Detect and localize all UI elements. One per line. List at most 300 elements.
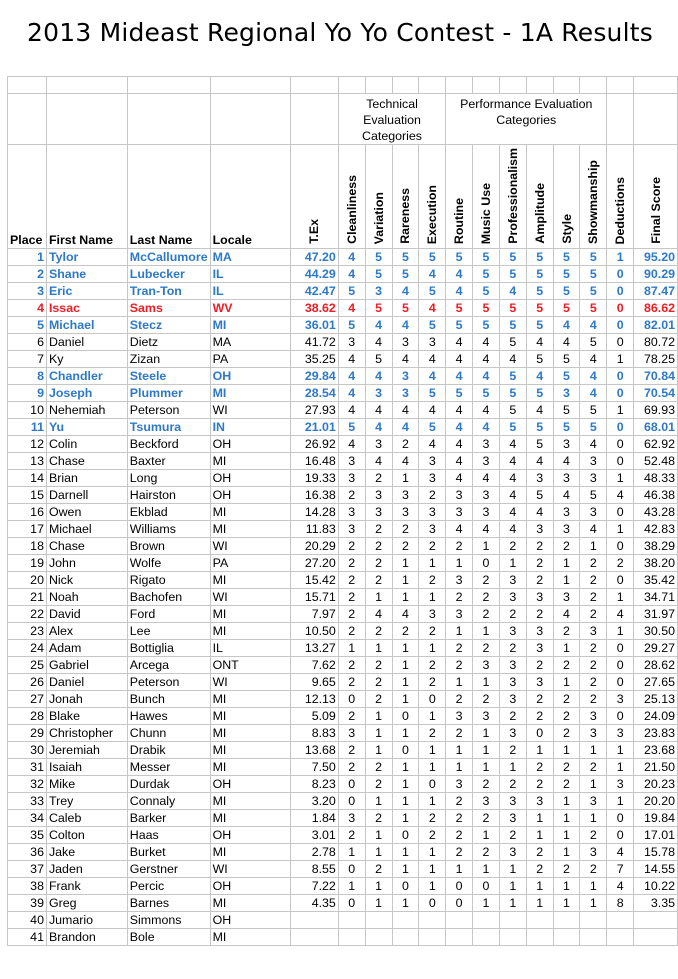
cell-routine: 3 (446, 708, 473, 725)
cell-showmanship: 4 (580, 436, 607, 453)
table-row (8, 334, 678, 351)
cell-last-name: Bottiglia (127, 640, 210, 657)
cell-style: 1 (553, 742, 580, 759)
cell-professionalism: 4 (499, 453, 526, 470)
cell-tex: 44.29 (291, 266, 339, 283)
table-row (8, 538, 678, 555)
cell-rareness: 1 (392, 640, 419, 657)
cell-professionalism: 3 (499, 725, 526, 742)
cell-last-name: Long (127, 470, 210, 487)
cell-amplitude: 5 (526, 385, 553, 402)
cell-first-name: Nick (46, 572, 127, 589)
cell-deductions: 8 (607, 895, 634, 912)
table-row (8, 861, 678, 878)
cell-cleanliness: 2 (338, 606, 365, 623)
cell-last-name: Haas (127, 827, 210, 844)
cell-cleanliness: 2 (338, 538, 365, 555)
cell-cleanliness: 0 (338, 861, 365, 878)
cell-tex: 27.93 (291, 402, 339, 419)
cell-showmanship: 1 (580, 742, 607, 759)
cell-final-score: 35.42 (634, 572, 678, 589)
cell-locale: MI (210, 385, 290, 402)
cell-rareness: 3 (392, 504, 419, 521)
cell-execution: 1 (419, 555, 446, 572)
cell-variation: 1 (365, 895, 392, 912)
cell-execution: 3 (419, 470, 446, 487)
cell-variation: 2 (365, 776, 392, 793)
cell-final-score: 87.47 (634, 283, 678, 300)
cell-cleanliness: 4 (338, 436, 365, 453)
cell-style: 1 (553, 640, 580, 657)
cell-final-score: 62.92 (634, 436, 678, 453)
cell-style: 4 (553, 453, 580, 470)
cell-execution: 1 (419, 878, 446, 895)
cell-professionalism: 3 (499, 674, 526, 691)
cell-rareness: 3 (392, 385, 419, 402)
cell-routine: 2 (446, 691, 473, 708)
cell-amplitude: 3 (526, 589, 553, 606)
cell-last-name: Lee (127, 623, 210, 640)
cell-routine: 1 (446, 555, 473, 572)
header-tex: T.Ex (307, 219, 322, 244)
cell-rareness: 1 (392, 725, 419, 742)
cell-style: 4 (553, 487, 580, 504)
table-row (8, 555, 678, 572)
cell-music-use: 5 (473, 385, 500, 402)
cell-showmanship: 2 (580, 606, 607, 623)
cell-style: 4 (553, 334, 580, 351)
cell-tex: 26.92 (291, 436, 339, 453)
cell-last-name: Durdak (127, 776, 210, 793)
cell-amplitude (526, 929, 553, 946)
cell-amplitude: 3 (526, 674, 553, 691)
table-row (8, 742, 678, 759)
cell-professionalism: 3 (499, 589, 526, 606)
column-header-row (8, 145, 678, 249)
cell-locale: IL (210, 640, 290, 657)
cell-last-name: Hairston (127, 487, 210, 504)
cell-execution: 4 (419, 266, 446, 283)
table-row (8, 572, 678, 589)
cell-showmanship: 2 (580, 589, 607, 606)
cell-routine: 4 (446, 402, 473, 419)
cell-variation: 1 (365, 708, 392, 725)
header-rareness-cell (392, 145, 419, 249)
cell-showmanship: 2 (580, 674, 607, 691)
cell-place: 35 (8, 827, 47, 844)
cell-last-name: McCallumore (127, 249, 210, 266)
cell-music-use: 2 (473, 606, 500, 623)
cell-last-name: Percic (127, 878, 210, 895)
cell-first-name: Brian (46, 470, 127, 487)
cell-first-name: Gabriel (46, 657, 127, 674)
cell-variation: 2 (365, 521, 392, 538)
cell-tex: 5.09 (291, 708, 339, 725)
cell-first-name: Brandon (46, 929, 127, 946)
cell-variation: 5 (365, 351, 392, 368)
cell-amplitude: 2 (526, 657, 553, 674)
cell-execution: 4 (419, 436, 446, 453)
cell-place: 5 (8, 317, 47, 334)
cell-music-use: 5 (473, 283, 500, 300)
group-header-row (8, 94, 678, 145)
cell-showmanship: 1 (580, 878, 607, 895)
cell-variation (365, 912, 392, 929)
cell-variation: 2 (365, 674, 392, 691)
cell-deductions: 1 (607, 742, 634, 759)
cell-rareness: 1 (392, 470, 419, 487)
cell-variation: 1 (365, 844, 392, 861)
cell-cleanliness: 3 (338, 470, 365, 487)
cell-deductions: 0 (607, 266, 634, 283)
cell-first-name: Issac (46, 300, 127, 317)
cell-rareness: 1 (392, 810, 419, 827)
cell-first-name: Jumario (46, 912, 127, 929)
cell-routine: 2 (446, 844, 473, 861)
cell-routine: 3 (446, 606, 473, 623)
cell-professionalism (499, 912, 526, 929)
cell-first-name: Christopher (46, 725, 127, 742)
cell-deductions (607, 912, 634, 929)
cell-music-use (473, 912, 500, 929)
cell-place: 40 (8, 912, 47, 929)
cell-last-name: Plummer (127, 385, 210, 402)
header-routine: Routine (452, 197, 467, 244)
cell-tex: 36.01 (291, 317, 339, 334)
cell-locale: MI (210, 521, 290, 538)
cell-variation: 2 (365, 861, 392, 878)
cell-locale: OH (210, 436, 290, 453)
cell-music-use: 4 (473, 368, 500, 385)
cell-tex: 21.01 (291, 419, 339, 436)
cell-professionalism: 2 (499, 708, 526, 725)
cell-showmanship: 2 (580, 555, 607, 572)
cell-rareness: 1 (392, 674, 419, 691)
cell-locale: MI (210, 759, 290, 776)
cell-first-name: Alex (46, 623, 127, 640)
cell-professionalism: 5 (499, 385, 526, 402)
cell-professionalism: 4 (499, 487, 526, 504)
cell-locale: OH (210, 470, 290, 487)
cell-showmanship: 2 (580, 759, 607, 776)
cell-final-score: 23.68 (634, 742, 678, 759)
table-row (8, 368, 678, 385)
cell-execution (419, 912, 446, 929)
cell-first-name: Blake (46, 708, 127, 725)
cell-final-score: 14.55 (634, 861, 678, 878)
cell-deductions: 4 (607, 606, 634, 623)
cell-first-name: Colton (46, 827, 127, 844)
header-amplitude-cell (526, 145, 553, 249)
table-row (8, 708, 678, 725)
cell-music-use: 4 (473, 521, 500, 538)
cell-amplitude: 1 (526, 742, 553, 759)
cell-variation (365, 929, 392, 946)
cell-last-name: Connaly (127, 793, 210, 810)
cell-deductions: 1 (607, 249, 634, 266)
cell-style: 1 (553, 572, 580, 589)
table-row (8, 844, 678, 861)
cell-professionalism: 1 (499, 861, 526, 878)
cell-amplitude: 3 (526, 521, 553, 538)
cell-amplitude: 2 (526, 606, 553, 623)
cell-execution: 1 (419, 793, 446, 810)
cell-routine: 4 (446, 334, 473, 351)
cell-music-use: 2 (473, 691, 500, 708)
cell-deductions: 1 (607, 470, 634, 487)
cell-final-score: 52.48 (634, 453, 678, 470)
cell-showmanship: 4 (580, 385, 607, 402)
cell-variation: 5 (365, 300, 392, 317)
cell-cleanliness: 2 (338, 487, 365, 504)
cell-amplitude: 1 (526, 878, 553, 895)
cell-variation: 3 (365, 385, 392, 402)
cell-locale: MI (210, 504, 290, 521)
cell-locale: OH (210, 827, 290, 844)
page-title: 2013 Mideast Regional Yo Yo Contest - 1A Results (27, 18, 653, 47)
cell-first-name: Jonah (46, 691, 127, 708)
cell-deductions: 0 (607, 334, 634, 351)
cell-execution: 5 (419, 385, 446, 402)
cell-rareness: 1 (392, 776, 419, 793)
cell-deductions: 1 (607, 402, 634, 419)
cell-place: 33 (8, 793, 47, 810)
cell-routine: 2 (446, 538, 473, 555)
cell-execution: 3 (419, 504, 446, 521)
cell-final-score: 38.29 (634, 538, 678, 555)
cell-execution: 1 (419, 742, 446, 759)
cell-amplitude: 0 (526, 725, 553, 742)
cell-professionalism: 5 (499, 368, 526, 385)
cell-deductions: 7 (607, 861, 634, 878)
cell-music-use: 2 (473, 844, 500, 861)
header-execution: Execution (425, 184, 440, 244)
cell-routine: 5 (446, 249, 473, 266)
cell-showmanship (580, 929, 607, 946)
cell-routine: 2 (446, 827, 473, 844)
cell-last-name: Chunn (127, 725, 210, 742)
cell-execution (419, 929, 446, 946)
cell-place: 39 (8, 895, 47, 912)
cell-style: 2 (553, 759, 580, 776)
cell-final-score: 69.93 (634, 402, 678, 419)
cell-rareness: 5 (392, 300, 419, 317)
cell-deductions: 0 (607, 317, 634, 334)
cell-locale: WI (210, 861, 290, 878)
cell-style: 5 (553, 283, 580, 300)
cell-place: 1 (8, 249, 47, 266)
table-row (8, 436, 678, 453)
header-cleanliness: Cleanliness (344, 175, 359, 244)
cell-tex: 7.22 (291, 878, 339, 895)
cell-place: 22 (8, 606, 47, 623)
cell-rareness: 1 (392, 555, 419, 572)
cell-rareness: 4 (392, 351, 419, 368)
cell-style: 5 (553, 300, 580, 317)
cell-amplitude: 3 (526, 623, 553, 640)
cell-cleanliness: 4 (338, 300, 365, 317)
cell-tex: 47.20 (291, 249, 339, 266)
cell-routine: 3 (446, 487, 473, 504)
cell-deductions: 0 (607, 640, 634, 657)
cell-deductions: 0 (607, 538, 634, 555)
cell-style (553, 912, 580, 929)
cell-final-score: 15.78 (634, 844, 678, 861)
cell-cleanliness: 3 (338, 453, 365, 470)
cell-variation: 4 (365, 402, 392, 419)
cell-execution: 4 (419, 300, 446, 317)
cell-execution: 2 (419, 810, 446, 827)
cell-music-use: 5 (473, 266, 500, 283)
cell-locale: OH (210, 878, 290, 895)
cell-routine (446, 929, 473, 946)
cell-variation: 3 (365, 487, 392, 504)
cell-routine: 4 (446, 521, 473, 538)
cell-rareness: 0 (392, 708, 419, 725)
cell-rareness: 2 (392, 521, 419, 538)
cell-cleanliness: 0 (338, 691, 365, 708)
cell-routine: 4 (446, 368, 473, 385)
cell-professionalism: 5 (499, 266, 526, 283)
cell-place: 23 (8, 623, 47, 640)
cell-execution: 4 (419, 368, 446, 385)
results-table (7, 76, 678, 946)
cell-first-name: Chandler (46, 368, 127, 385)
header-locale: Locale (210, 145, 290, 249)
cell-first-name: Adam (46, 640, 127, 657)
cell-tex: 13.27 (291, 640, 339, 657)
cell-routine: 2 (446, 589, 473, 606)
cell-routine: 1 (446, 674, 473, 691)
cell-amplitude: 4 (526, 334, 553, 351)
cell-amplitude: 4 (526, 453, 553, 470)
table-row (8, 266, 678, 283)
table-row (8, 589, 678, 606)
technical-group-header: Technical Evaluation Categories (338, 94, 445, 145)
cell-rareness: 1 (392, 793, 419, 810)
cell-showmanship: 4 (580, 317, 607, 334)
cell-execution: 0 (419, 776, 446, 793)
cell-amplitude: 3 (526, 470, 553, 487)
cell-rareness: 1 (392, 861, 419, 878)
cell-music-use: 3 (473, 708, 500, 725)
cell-professionalism: 3 (499, 844, 526, 861)
cell-first-name: Jeremiah (46, 742, 127, 759)
cell-rareness: 0 (392, 742, 419, 759)
cell-cleanliness: 0 (338, 776, 365, 793)
cell-locale: MI (210, 725, 290, 742)
cell-style: 5 (553, 419, 580, 436)
cell-rareness: 4 (392, 283, 419, 300)
cell-cleanliness: 3 (338, 504, 365, 521)
cell-final-score: 78.25 (634, 351, 678, 368)
cell-locale: MI (210, 844, 290, 861)
cell-variation: 4 (365, 453, 392, 470)
header-showmanship: Showmanship (586, 160, 601, 244)
cell-execution: 2 (419, 657, 446, 674)
header-routine-cell (446, 145, 473, 249)
cell-amplitude: 2 (526, 759, 553, 776)
cell-place: 38 (8, 878, 47, 895)
cell-last-name: Bachofen (127, 589, 210, 606)
cell-style: 3 (553, 436, 580, 453)
cell-routine: 1 (446, 623, 473, 640)
cell-tex: 1.84 (291, 810, 339, 827)
cell-execution: 3 (419, 606, 446, 623)
cell-deductions: 0 (607, 657, 634, 674)
cell-professionalism: 5 (499, 300, 526, 317)
cell-place: 11 (8, 419, 47, 436)
table-row (8, 725, 678, 742)
cell-cleanliness: 2 (338, 759, 365, 776)
cell-deductions: 0 (607, 572, 634, 589)
header-tex-cell (291, 145, 339, 249)
cell-tex: 4.35 (291, 895, 339, 912)
cell-final-score: 70.54 (634, 385, 678, 402)
cell-music-use: 3 (473, 453, 500, 470)
cell-routine: 1 (446, 759, 473, 776)
cell-style: 5 (553, 402, 580, 419)
cell-cleanliness: 2 (338, 623, 365, 640)
cell-style: 1 (553, 674, 580, 691)
cell-locale: MI (210, 317, 290, 334)
cell-routine (446, 912, 473, 929)
cell-amplitude: 2 (526, 776, 553, 793)
cell-deductions: 1 (607, 623, 634, 640)
cell-place: 19 (8, 555, 47, 572)
cell-showmanship: 4 (580, 351, 607, 368)
table-row (8, 402, 678, 419)
cell-locale: IL (210, 283, 290, 300)
cell-final-score: 30.50 (634, 623, 678, 640)
cell-execution: 2 (419, 725, 446, 742)
cell-showmanship: 5 (580, 249, 607, 266)
cell-variation: 2 (365, 538, 392, 555)
table-row (8, 827, 678, 844)
cell-showmanship: 1 (580, 538, 607, 555)
cell-rareness (392, 929, 419, 946)
cell-amplitude: 2 (526, 844, 553, 861)
cell-rareness: 1 (392, 844, 419, 861)
table-row (8, 453, 678, 470)
cell-final-score: 20.23 (634, 776, 678, 793)
cell-locale: MI (210, 793, 290, 810)
cell-music-use: 4 (473, 402, 500, 419)
cell-first-name: David (46, 606, 127, 623)
header-professionalism-cell (499, 145, 526, 249)
cell-first-name: Caleb (46, 810, 127, 827)
cell-rareness: 2 (392, 538, 419, 555)
cell-amplitude: 5 (526, 436, 553, 453)
cell-locale: MI (210, 810, 290, 827)
cell-execution: 2 (419, 572, 446, 589)
table-row (8, 351, 678, 368)
cell-showmanship: 3 (580, 504, 607, 521)
header-deductions-cell (607, 145, 634, 249)
cell-amplitude (526, 912, 553, 929)
cell-tex (291, 929, 339, 946)
cell-style: 4 (553, 317, 580, 334)
cell-showmanship: 2 (580, 572, 607, 589)
cell-music-use: 1 (473, 759, 500, 776)
table-row (8, 623, 678, 640)
cell-music-use: 5 (473, 317, 500, 334)
cell-final-score: 27.65 (634, 674, 678, 691)
cell-music-use (473, 929, 500, 946)
cell-deductions: 4 (607, 878, 634, 895)
cell-showmanship: 1 (580, 895, 607, 912)
header-final-score-cell (634, 145, 678, 249)
